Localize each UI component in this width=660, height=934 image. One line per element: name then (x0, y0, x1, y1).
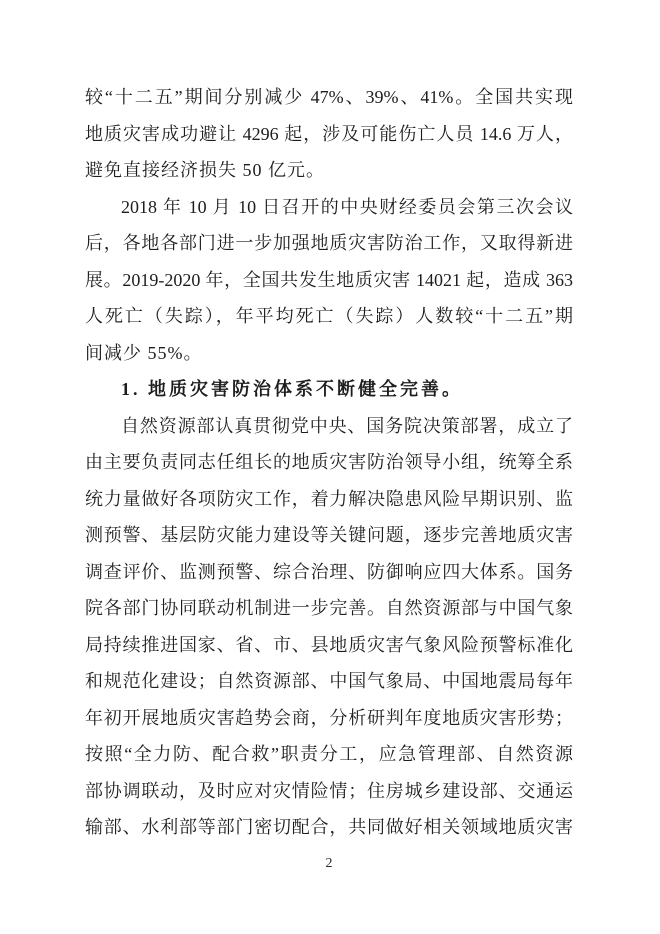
text-line: 部协调联动，及时应对灾情险情；住房城乡建设部、交通运 (85, 780, 573, 801)
text-line: 避免直接经济损失 50 亿元。 (85, 160, 325, 180)
text-line: 测预警、基层防灾能力建设等关键问题，逐步完善地质灾害 (85, 525, 573, 545)
section-heading: 1. 地质灾害防治体系不断健全完善。 (121, 379, 463, 399)
text-line: 较“十二五”期间分别减少 47%、39%、41%。全国共实现 (85, 87, 573, 107)
text-line: 展。2019-2020 年，全国共发生地质灾害 14021 起，造成 363 (85, 269, 573, 290)
text-line: 调查评价、监测预警、综合治理、防御响应四大体系。国务 (85, 561, 573, 582)
text-line: 统力量做好各项防灾工作，着力解决隐患风险早期识别、监 (85, 488, 573, 509)
text-line: 地质灾害成功避让 4296 起，涉及可能伤亡人员 14.6 万人， (85, 123, 573, 144)
text-line: 2018 年 10 月 10 日召开的中央财经委员会第三次会议 (121, 196, 573, 217)
text-line: 局持续推进国家、省、市、县地质灾害气象风险预警标准化 (85, 634, 573, 655)
text-line: 和规范化建设；自然资源部、中国气象局、中国地震局每年 (85, 671, 573, 691)
text-line: 按照“全力防、配合救”职责分工，应急管理部、自然资源 (85, 744, 573, 764)
page-number: 2 (325, 855, 333, 871)
text-line: 后，各地各部门进一步加强地质灾害防治工作，又取得新进 (85, 233, 573, 253)
text-line: 人死亡（失踪），年平均死亡（失踪）人数较“十二五”期 (85, 306, 573, 326)
text-line: 输部、水利部等部门密切配合，共同做好相关领域地质灾害 (85, 817, 573, 837)
text-lines-container (85, 79, 573, 846)
text-line: 院各部门协同联动机制进一步完善。自然资源部与中国气象 (85, 598, 573, 618)
text-line: 由主要负责同志任组长的地质灾害防治领导小组，统筹全系 (85, 452, 573, 472)
text-line: 间减少 55%。 (85, 342, 203, 363)
text-line: 年初开展地质灾害趋势会商，分析研判年度地质灾害形势； (85, 707, 573, 728)
text-line: 自然资源部认真贯彻党中央、国务院决策部署，成立了 (121, 415, 573, 436)
